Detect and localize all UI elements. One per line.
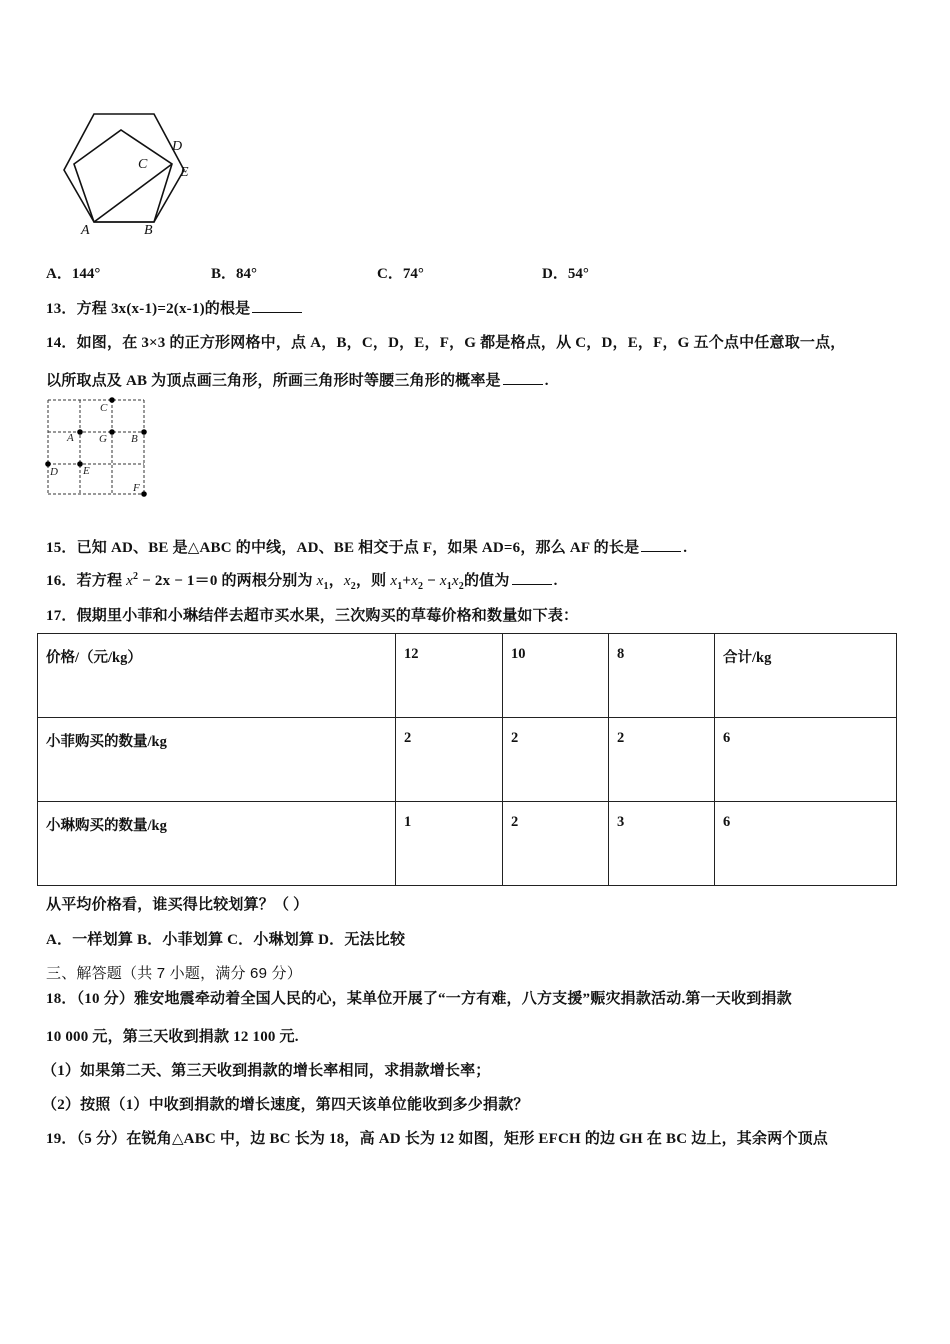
option-text: 84°	[236, 266, 258, 282]
answer-blank[interactable]	[252, 311, 302, 313]
option-letter: C．	[377, 266, 403, 282]
table-cell: 6	[715, 718, 897, 802]
table-cell: 合计/kg	[715, 634, 897, 718]
question-number: 13．	[46, 301, 77, 317]
question-number: 15．	[46, 540, 77, 556]
table-cell: 6	[715, 802, 897, 886]
q12-option-c	[377, 262, 424, 283]
question-text: 已知 AD、BE 是△ABC 的中线，AD、BE 相交于点 F，如果 AD=6，那么 AF 的长是	[76, 540, 640, 556]
table-cell: 3	[609, 802, 715, 886]
svg-text:D: D	[50, 466, 58, 478]
option-text: 54°	[567, 266, 589, 282]
svg-text:F: F	[133, 482, 140, 494]
q14-grid-figure	[44, 396, 150, 498]
table-row	[38, 802, 897, 886]
question-text: 以所取点及 AB 为顶点画三角形，所画三角形时等腰三角形的概率是	[46, 373, 501, 389]
question-13	[46, 297, 304, 318]
q12-option-b	[211, 262, 257, 283]
question-text: 的值为	[463, 573, 510, 589]
q12-hexagon-figure	[48, 108, 208, 238]
question-number: 16．	[46, 573, 77, 589]
question-18-sub-1: （1）如果第二天、第三天收到捐款的增长率相同，求捐款增长率；	[42, 1063, 491, 1079]
question-text: ，则	[355, 573, 391, 589]
strawberry-price-table	[37, 633, 897, 886]
punctuation: .	[544, 373, 549, 389]
punctuation: .	[553, 573, 558, 589]
section-3-title: 三、解答题（共 7 小题，满分 69 分）	[46, 965, 302, 982]
table-cell: 12	[396, 634, 503, 718]
question-18-line-2: 10 000 元，第三天收到捐款 12 100 元.	[46, 1029, 299, 1045]
question-18-line-1: 18．（10 分）雅安地震牵动着全国人民的心，某单位开展了“一方有难，八方支援”赈灾捐款活动.第一天收到捐款	[46, 991, 792, 1007]
option-text: 74°	[402, 266, 424, 282]
q12-option-d	[542, 262, 589, 283]
table-cell: 10	[503, 634, 609, 718]
answer-blank[interactable]	[503, 383, 543, 385]
option-letter: D．	[542, 266, 568, 282]
table-cell: 2	[396, 718, 503, 802]
question-number: 14．	[46, 335, 77, 351]
question-text: 若方程	[76, 573, 127, 589]
svg-text:E: E	[83, 465, 90, 477]
svg-text:G: G	[99, 433, 107, 445]
table-cell: 价格/（元/kg）	[38, 634, 396, 718]
label-B: B	[144, 223, 153, 238]
question-15	[46, 536, 687, 557]
equation-text: − 2x − 1＝0 的两根分别为	[138, 573, 317, 589]
question-number: 17．	[46, 608, 77, 624]
label-A: A	[81, 223, 90, 238]
table-cell: 2	[503, 718, 609, 802]
svg-text:C: C	[100, 402, 108, 414]
question-19-line-1: 19．（5 分）在锐角△ABC 中，边 BC 长为 18，高 AD 长为 12 如图，矩形 EFCH 的边 GH 在 BC 边上，其余两个顶点	[46, 1131, 829, 1147]
question-16: 16．若方程 $x^2 - 2x - 1=0$ 的两根分别为 $x_1$，$x_2$，则 $x_1+x_2 - x_1x_2$的值为 .	[46, 571, 558, 592]
option-text: 144°	[71, 266, 101, 282]
question-14-line-2	[46, 369, 549, 390]
table-cell: 2	[609, 718, 715, 802]
table-cell: 1	[396, 802, 503, 886]
label-E: E	[180, 165, 189, 180]
table-cell: 2	[503, 802, 609, 886]
question-17-intro	[46, 604, 578, 625]
question-text: 假期里小菲和小琳结伴去超市买水果，三次购买的草莓价格和数量如下表：	[76, 608, 579, 624]
question-text: 方程 3x(x-1)=2(x-1)的根是	[76, 301, 251, 317]
answer-blank[interactable]	[512, 583, 552, 585]
question-18-sub-2: （2）按照（1）中收到捐款的增长速度，第四天该单位能收到多少捐款？	[42, 1097, 529, 1113]
table-cell: 小琳购买的数量/kg	[38, 802, 396, 886]
punctuation: .	[683, 540, 688, 556]
question-14-line-1	[46, 331, 846, 352]
table-cell: 8	[609, 634, 715, 718]
answer-blank[interactable]	[641, 550, 681, 552]
label-D: D	[172, 139, 183, 154]
question-text: 如图，在 3×3 的正方形网格中，点 A，B，C，D，E，F，G 都是格点，从 C，D，E，F，G 五个点中任意取一点，	[76, 335, 846, 351]
question-17-options: A．一样划算 B．小菲划算 C．小琳划算 D．无法比较	[46, 932, 406, 948]
option-letter: B．	[211, 266, 237, 282]
svg-text:A: A	[67, 432, 74, 444]
table-row	[38, 634, 897, 718]
svg-text:B: B	[131, 433, 138, 445]
table-cell: 小菲购买的数量/kg	[38, 718, 396, 802]
label-C: C	[138, 157, 148, 172]
q12-option-a	[46, 262, 100, 283]
question-17-prompt: 从平均价格看，谁买得比较划算？（ ）	[46, 897, 309, 913]
option-letter: A．	[46, 266, 72, 282]
table-row	[38, 718, 897, 802]
